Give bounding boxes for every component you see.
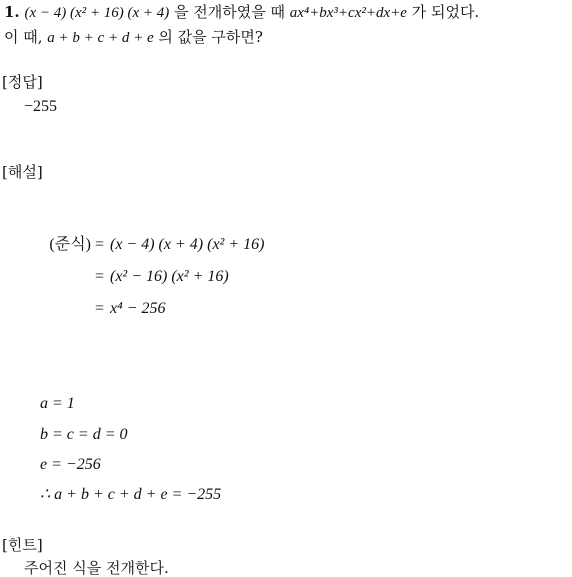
solution-coef-e: e = −256 [40, 456, 101, 473]
problem-line2-suffix: 의 값을 구하면? [153, 28, 263, 46]
solution-coef-bcd: b = c = d = 0 [40, 426, 128, 443]
solution-label: [해설] [2, 163, 43, 181]
hint-text: 주어진 식을 전개한다. [24, 559, 169, 577]
solution-conclusion: ∴ a + b + c + d + e = −255 [40, 486, 222, 503]
solution-eq1-rhs: (x − 4) (x + 4) (x² + 16) [110, 236, 265, 253]
solution-eq3-lhs: = [94, 300, 104, 317]
problem-line-2 [4, 28, 263, 47]
problem-number: 1. [4, 3, 20, 21]
problem-expression: (x − 4) (x² + 16) (x + 4) [24, 5, 170, 21]
hint-label: [힌트] [2, 536, 43, 554]
answer-label: [정답] [2, 73, 43, 91]
problem-text: 을 전개하였을 때 [169, 3, 290, 21]
solution-eq3-rhs: x⁴ − 256 [110, 300, 166, 317]
answer-value: −255 [24, 98, 58, 115]
solution-eq1-lhs: (준식) = [49, 236, 104, 253]
problem-polynomial: ax⁴+bx³+cx²+dx+e [289, 5, 407, 21]
solution-eq2-rhs: (x² − 16) (x² + 16) [110, 268, 229, 285]
problem-sum-expression: a + b + c + d + e [47, 30, 154, 46]
solution-coef-a: a = 1 [40, 395, 75, 412]
problem-line2-prefix: 이 때, [4, 28, 48, 46]
problem-line-1 [4, 3, 479, 22]
solution-eq2-lhs: = [94, 268, 104, 285]
problem-text-end: 가 되었다. [406, 3, 480, 21]
